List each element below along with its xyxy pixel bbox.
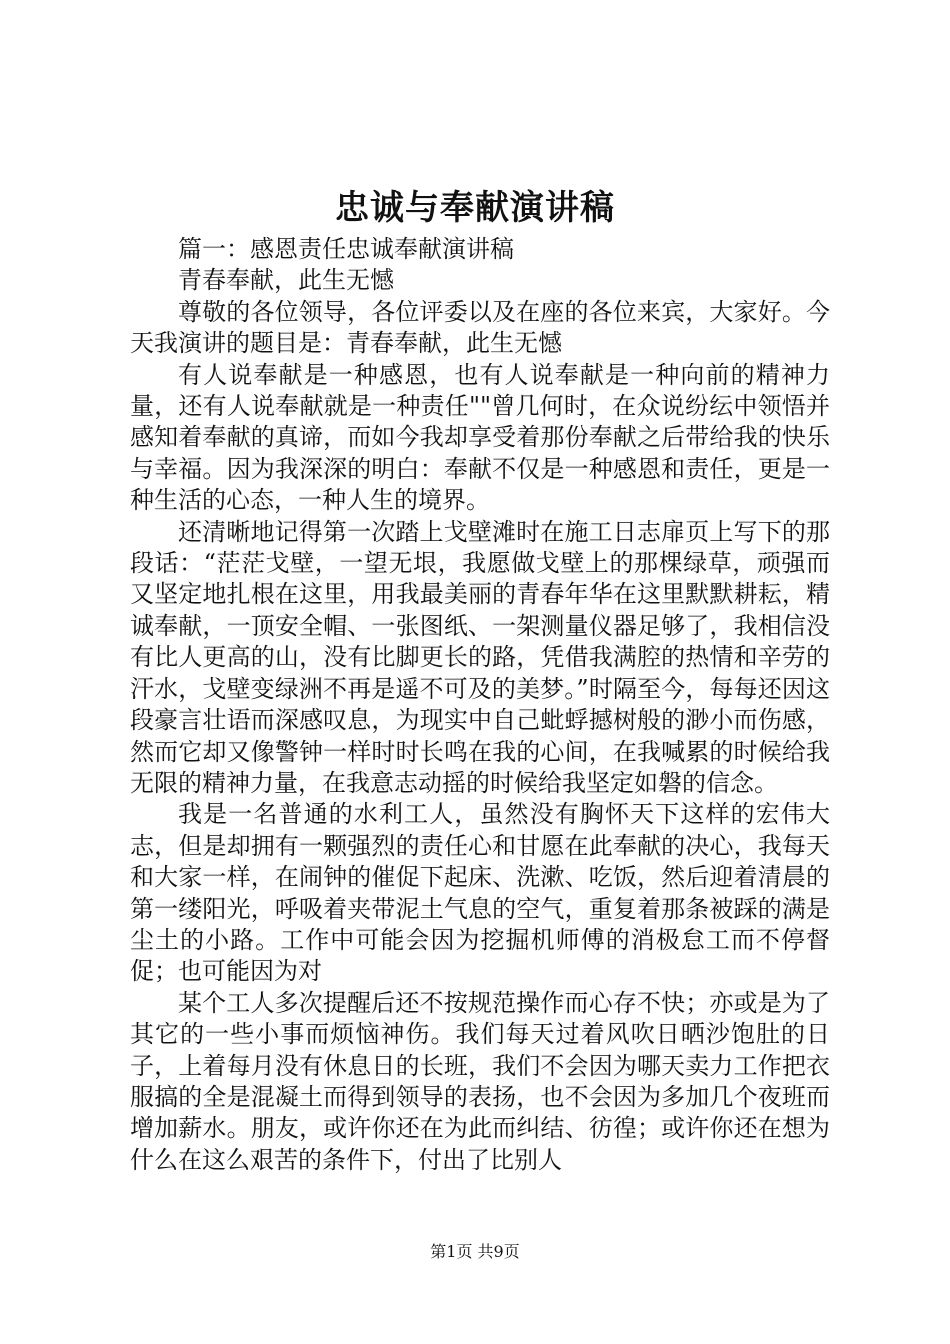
paragraph: 我是一名普通的水利工人，虽然没有胸怀天下这样的宏伟大志，但是却拥有一颗强烈的责任心和甘愿在此奉献的决心，我每天和大家一样，在闹钟的催促下起床、洗漱、吃饭，然后迎着清晨的第一缕阳光，呼吸着夹带泥土气息的空气，重复着那条被踩的满是尘土的小路。工作中可能会因为挖掘机师傅的消极怠工而不停督促；也可能因为对 bbox=[130, 800, 830, 986]
paragraph: 尊敬的各位领导，各位评委以及在座的各位来宾，大家好。今天我演讲的题目是：青春奉献，此生无憾 bbox=[130, 297, 830, 358]
paragraph: 某个工人多次提醒后还不按规范操作而心存不快；亦或是为了其它的一些小事而烦恼神伤。我们每天过着风吹日晒沙饱肚的日子，上着每月没有休息日的长班，我们不会因为哪天卖力工作把衣服搞的全是混凝土而得到领导的表扬，也不会因为多加几个夜班而增加薪水。朋友，或许你还在为此而纠结、彷徨；或许你还在想为什么在这么艰苦的条件下，付出了比别人 bbox=[130, 988, 830, 1174]
document-title: 忠诚与奉献演讲稿 bbox=[335, 188, 615, 228]
paragraph: 还清晰地记得第一次踏上戈壁滩时在施工日志扉页上写下的那段话：“茫茫戈壁，一望无垠，我愿做戈壁上的那棵绿草，顽强而又坚定地扎根在这里，用我最美丽的青春年华在这里默默耕耘，精诚奉献，一顶安全帽、一张图纸、一架测量仪器足够了，我相信没有比人更高的山，没有比脚更长的路，凭借我满腔的热情和辛劳的汗水，戈壁变绿洲不再是遥不可及的美梦。”时隔至今，每每还因这段豪言壮语而深感叹息，为现实中自己蚍蜉撼树般的渺小而伤感，然而它却又像警钟一样时时长鸣在我的心间，在我喊累的时候给我无限的精神力量，在我意志动摇的时候给我坚定如磐的信念。 bbox=[130, 517, 830, 797]
paragraph: 有人说奉献是一种感恩，也有人说奉献是一种向前的精神力量，还有人说奉献就是一种责任""曾几何时，在众说纷纭中领悟并感知着奉献的真谛，而如今我却享受着那份奉献之后带给我的快乐与幸福。因为我深深的明白：奉献不仅是一种感恩和责任，更是一种生活的心态，一种人生的境界。 bbox=[130, 360, 830, 515]
document-body bbox=[130, 234, 830, 1176]
paragraph: 篇一：感恩责任忠诚奉献演讲稿 bbox=[178, 235, 514, 263]
page-footer: 第1页 共9页 bbox=[430, 1242, 520, 1261]
paragraph: 青春奉献，此生无憾 bbox=[178, 266, 394, 295]
